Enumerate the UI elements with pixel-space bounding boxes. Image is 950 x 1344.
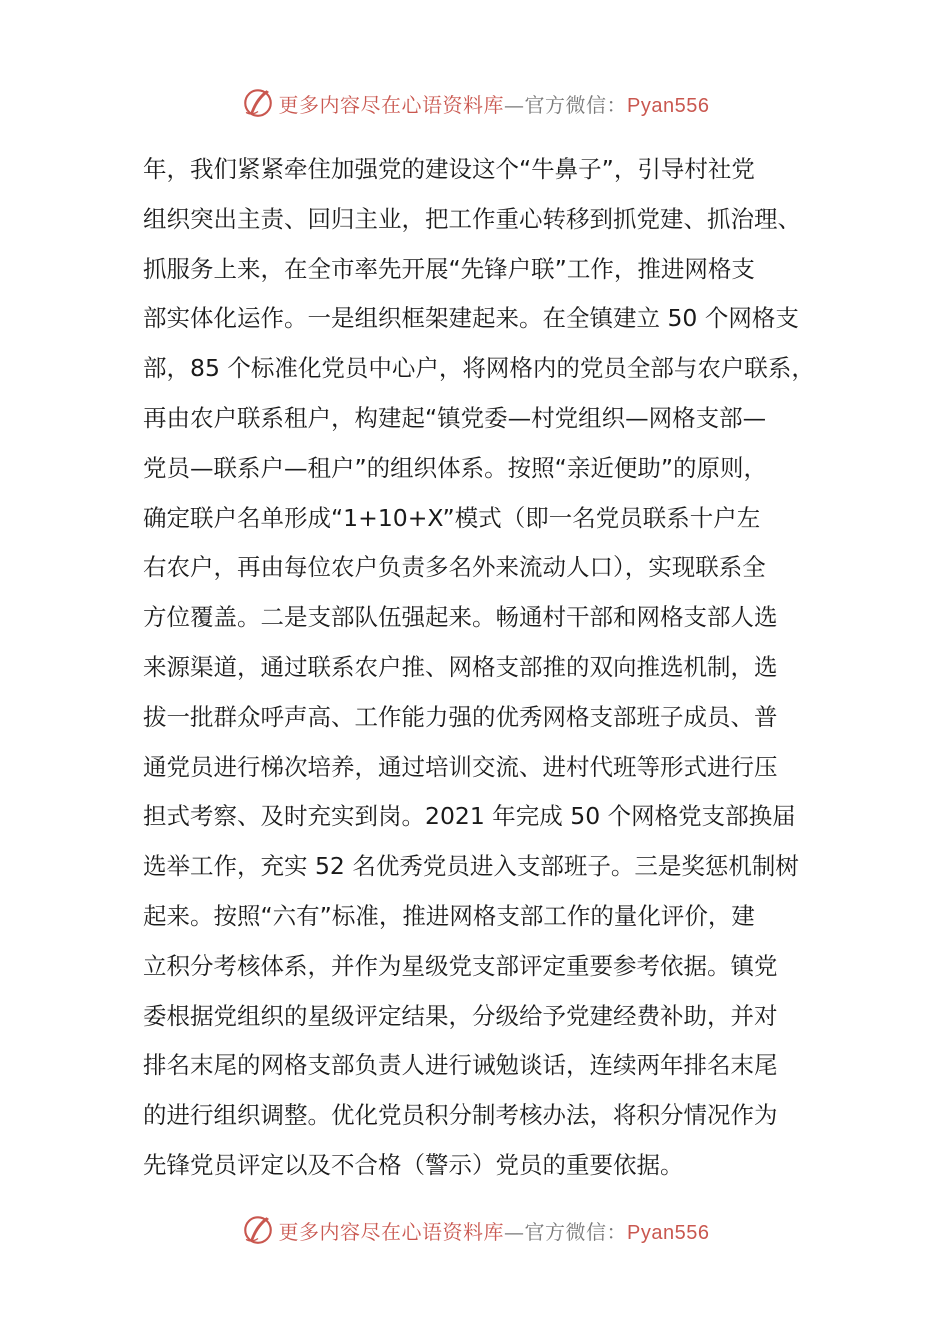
watermark-main-text: 更多内容尽在心语资料库 bbox=[278, 1219, 505, 1244]
watermark-separator: —官方微信： bbox=[504, 92, 628, 117]
watermark-wechat-id: Pyan556 bbox=[627, 1221, 710, 1244]
watermark-wechat-id: Pyan556 bbox=[627, 94, 710, 117]
body-line: 党员—联系户—租户”的组织体系。按照“亲近便助”的原则， bbox=[143, 453, 768, 482]
body-line: 再由农户联系租户，构建起“镇党委—村党组织—网格支部— bbox=[143, 403, 767, 432]
body-line: 确定联户名单形成“1+10+X”模式（即一名党员联系十户左 bbox=[143, 503, 761, 532]
quill-logo-icon bbox=[241, 1213, 275, 1247]
body-line: 组织突出主责、回归主业，把工作重心转移到抓党建、抓治理、 bbox=[143, 204, 801, 233]
document-body bbox=[143, 145, 823, 1191]
watermark-main-text: 更多内容尽在心语资料库 bbox=[278, 92, 505, 117]
body-line: 右农户，再由每位农户负责多名外来流动人口），实现联系全 bbox=[143, 553, 766, 582]
body-line: 排名末尾的网格支部负责人进行诫勉谈话，连续两年排名末尾 bbox=[143, 1051, 778, 1080]
body-line: 选举工作，充实 52 名优秀党员进入支部班子。三是奖惩机制树 bbox=[143, 852, 799, 881]
watermark-separator: —官方微信： bbox=[504, 1219, 628, 1244]
body-line: 起来。按照“六有”标准，推进网格支部工作的量化评价，建 bbox=[143, 901, 755, 930]
footer-watermark bbox=[0, 1210, 950, 1250]
body-line: 来源渠道，通过联系农户推、网格支部推的双向推选机制，选 bbox=[143, 652, 778, 681]
body-line: 立积分考核体系，并作为星级党支部评定重要参考依据。镇党 bbox=[143, 951, 778, 980]
body-line: 部，85 个标准化党员中心户，将网格内的党员全部与农户联系， bbox=[143, 354, 815, 383]
body-line: 委根据党组织的星级评定结果，分级给予党建经费补助，并对 bbox=[143, 1001, 778, 1030]
quill-logo-icon bbox=[241, 86, 275, 120]
body-line: 年，我们紧紧牵住加强党的建设这个“牛鼻子”，引导村社党 bbox=[143, 155, 755, 183]
body-line: 部实体化运作。一是组织框架建起来。在全镇建立 50 个网格支 bbox=[143, 304, 799, 333]
body-line: 方位覆盖。二是支部队伍强起来。畅通村干部和网格支部人选 bbox=[143, 603, 778, 632]
body-line: 通党员进行梯次培养，通过培训交流、进村代班等形式进行压 bbox=[143, 752, 778, 781]
body-line: 拔一批群众呼声高、工作能力强的优秀网格支部班子成员、普 bbox=[143, 702, 778, 731]
body-line: 担式考察、及时充实到岗。2021 年完成 50 个网格党支部换届 bbox=[143, 802, 796, 831]
body-line: 抓服务上来，在全市率先开展“先锋户联”工作，推进网格支 bbox=[143, 254, 755, 283]
body-line: 的进行组织调整。优化党员积分制考核办法，将积分情况作为 bbox=[143, 1101, 778, 1130]
header-watermark bbox=[0, 83, 950, 123]
body-line: 先锋党员评定以及不合格（警示）党员的重要依据。 bbox=[143, 1150, 684, 1179]
